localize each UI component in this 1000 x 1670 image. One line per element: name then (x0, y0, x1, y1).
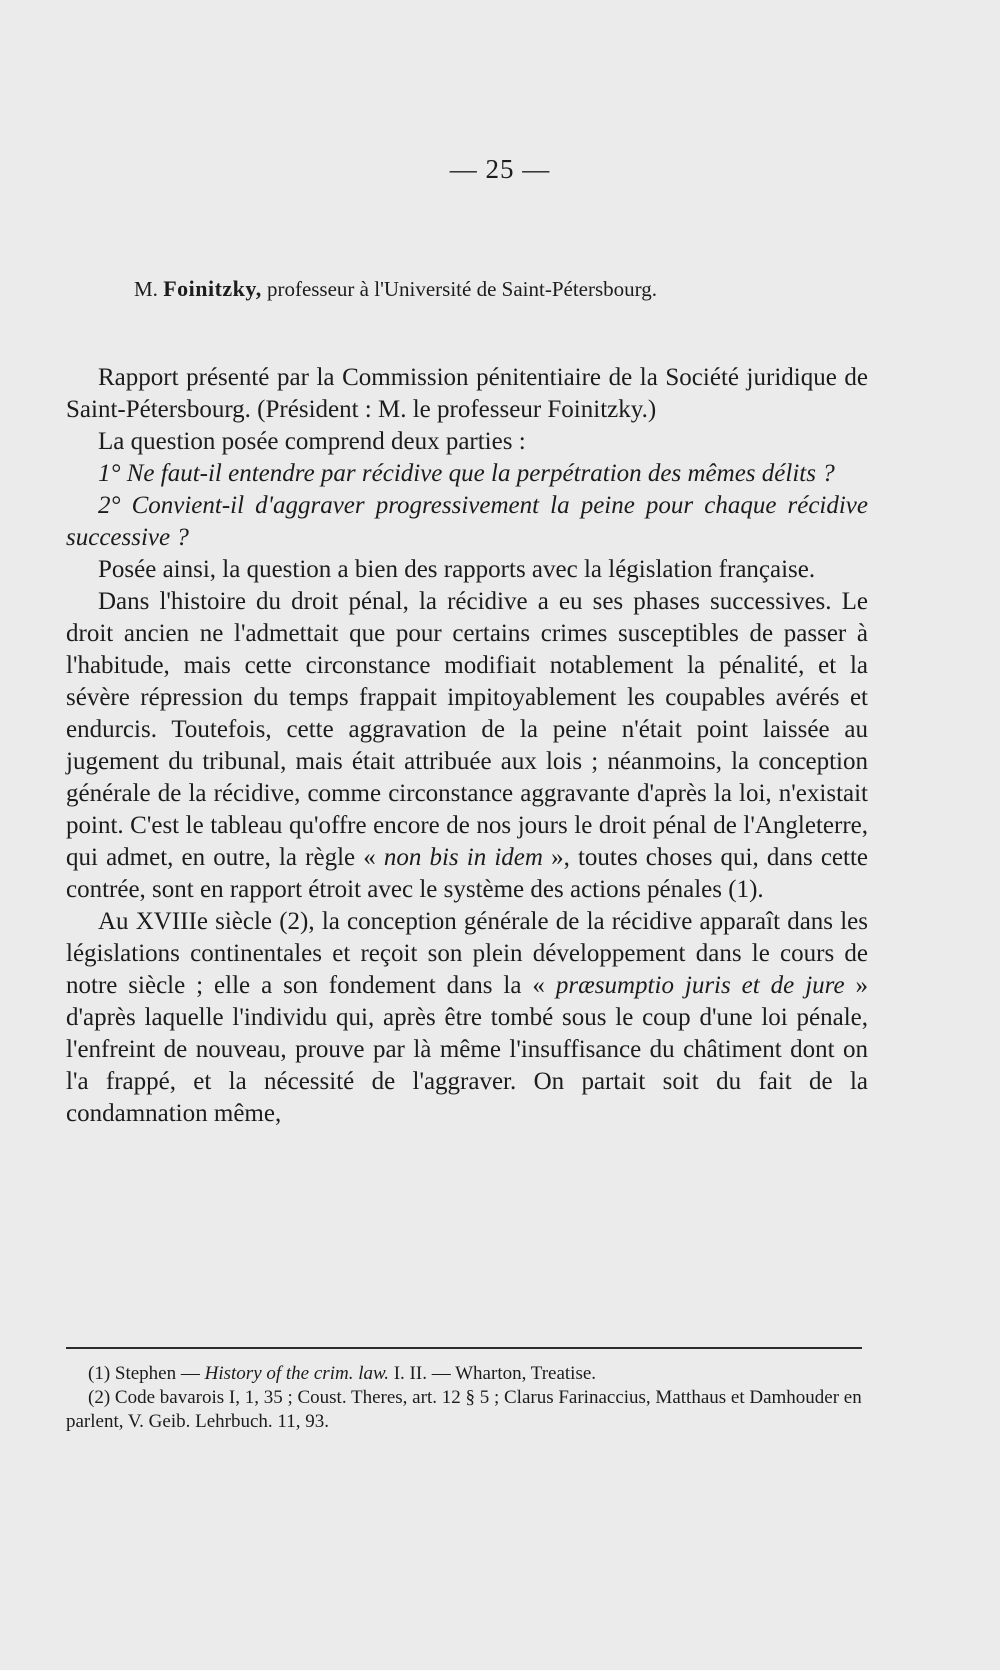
intro-paragraph: Rapport présenté par la Commission pénitentiaire de la Société juridique de Saint-Pétersbourg. (Président : M. le professeur Foinitzky.) (66, 364, 868, 423)
paragraph-4-text-b: », toutes choses qui, dans cette contrée, sont en rapport étroit avec le système des actions pénales (1). (66, 844, 869, 903)
footnote-1 (66, 1362, 868, 1386)
footnote-1-text-a: (1) Stephen — (88, 1363, 200, 1384)
page-number: — 25 — (449, 154, 551, 184)
author-line (134, 276, 657, 302)
paragraph-4-italic: non bis in idem (383, 844, 543, 871)
footnote-1-italic: History of the crim. law. (204, 1363, 389, 1384)
paragraph-5-italic: præsumptio juris et de jure (555, 972, 845, 999)
paragraph-3: Posée ainsi, la question a bien des rapports avec la législation française. (98, 556, 816, 583)
paragraph-5 (66, 906, 868, 1130)
footnotes (66, 1362, 868, 1434)
author-prefix: M. (134, 277, 158, 301)
paragraph-5-text-b: » d'après laquelle l'individu qui, après être tombé sous le coup d'une loi pénale, l'enfreint de nouveau, prouve par là même l'insuffisance du châtiment dont on l'a frappé, et la nécessité de l'aggraver. On partait soit du fait de la condamnation même, (66, 972, 868, 1127)
paragraph-4 (66, 586, 868, 906)
author-affiliation: professeur à l'Université de Saint-Pétersbourg. (266, 277, 658, 301)
footnote-rule (66, 1347, 862, 1349)
footnote-1-text-b: I. II. — Wharton, Treatise. (393, 1363, 597, 1384)
body-text (66, 362, 868, 1130)
author-name: Foinitzky, (163, 276, 262, 301)
question-2: 2° Convient-il d'aggraver progressivement la peine pour chaque récidive successive ? (66, 492, 868, 551)
footnote-2: (2) Code bavarois I, 1, 35 ; Coust. Theres, art. 12 § 5 ; Clarus Farinaccius, Matthaus et Damhouder en parlent, V. Geib. Lehrbuch. 11, 93. (66, 1387, 862, 1432)
question-1: 1° Ne faut-il entendre par récidive que la perpétration des mêmes délits ? (98, 460, 835, 487)
question-intro: La question posée comprend deux parties : (98, 428, 526, 455)
paragraph-4-text-a: Dans l'histoire du droit pénal, la récidive a eu ses phases successives. Le droit ancien ne l'admettait que pour certains crimes susceptibles de passer à l'habitude, mais cette circonstance modifiait notablement la pénalité, et la sévère répression du temps frappait impitoyablement les coupables avérés et endurcis. Toutefois, cette aggravation de la peine n'était point laissée au jugement du tribunal, mais était attribuée aux lois ; néanmoins, la conception générale de la récidive, comme circonstance aggravante d'après la loi, n'existait point. C'est le tableau qu'offre encore de nos jours le droit pénal de l'Angleterre, qui admet, en outre, la règle « (66, 588, 868, 871)
paragraph-5-text-a: Au XVIIIe siècle (2), la conception générale de la récidive apparaît dans les législations continentales et reçoit son plein développement dans le cours de notre siècle ; elle a son fondement dans la « (66, 908, 868, 999)
